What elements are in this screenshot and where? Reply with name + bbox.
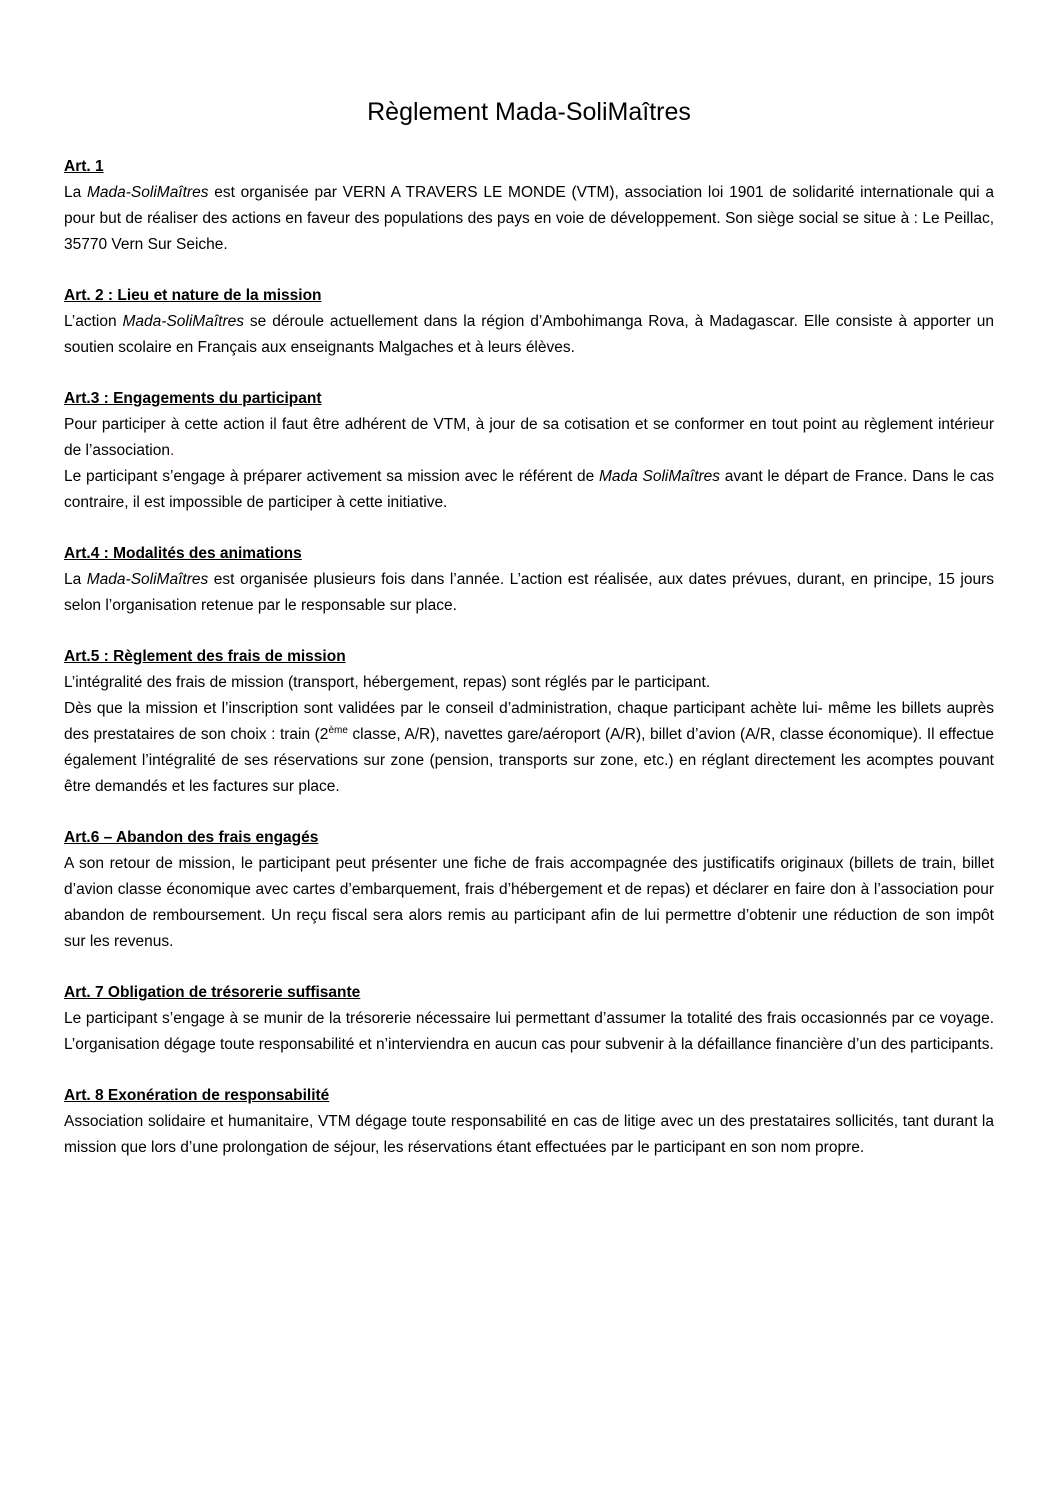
text-run: L’action xyxy=(64,313,123,330)
document-title: Règlement Mada-SoliMaîtres xyxy=(367,98,691,126)
text-run: est organisée plusieurs fois dans l’année. L’action est réalisée, aux dates prévues, durant, en principe, 15 jours selon l’organisation retenue par le responsable sur place. xyxy=(64,571,994,614)
article-1 xyxy=(64,154,994,258)
text-run: Dès que la mission et l’inscription sont validées par le conseil d’administration, chaque participant achète lui- même les billets auprès des prestataires de son choix : train (2 xyxy=(64,700,994,743)
text-run: Pour participer à cette action il faut être adhérent de VTM, à jour de sa cotisation et se conformer en tout point au règlement intérieur de l’association xyxy=(64,416,994,459)
text-run: avant le départ de France. Dans le cas contraire, il est impossible de participer à cette initiative. xyxy=(64,468,994,511)
emphasis-text: Mada-SoliMaîtres xyxy=(86,571,209,588)
article-paragraph xyxy=(64,567,994,619)
text-run: Le participant s’engage à préparer activement sa mission avec le référent de xyxy=(64,468,599,485)
article-paragraph: L’intégralité des frais de mission (transport, hébergement, repas) sont réglés par le participant. xyxy=(64,674,711,691)
text-run: classe, A/R), navettes gare/aéroport (A/R), billet d’avion (A/R, classe économique). Il effectue également l’intégralité de ses réservations sur zone (pension, transports sur zone, etc.) en réglant directement les acomptes pouvant être demandés et les factures sur place. xyxy=(64,726,994,795)
article-heading: Art. 1 xyxy=(64,158,104,175)
article-heading: Art.6 – Abandon des frais engagés xyxy=(64,829,319,846)
article-paragraph xyxy=(64,309,994,361)
article-heading: Art.5 : Règlement des frais de mission xyxy=(64,648,346,665)
article-paragraph: A son retour de mission, le participant peut présenter une fiche de frais accompagnée des justificatifs originaux (billets de train, billet d’avion classe économique avec cartes d’embarquement, frais d’hébergement et de repas) et déclarer en faire don à l’association pour abandon de remboursement. Un reçu fiscal sera alors remis au participant afin de lui permettre d’obtenir une réduction de son impôt sur les revenus. xyxy=(64,855,994,950)
article-paragraph xyxy=(64,412,994,464)
article-3 xyxy=(64,386,994,516)
article-paragraph: Le participant s’engage à se munir de la trésorerie nécessaire lui permettant d’assumer la totalité des frais occasionnés par ce voyage. L’organisation dégage toute responsabilité et n’interviendra en aucun cas pour subvenir à la défaillance financière d’un des participants. xyxy=(64,1010,994,1053)
article-4 xyxy=(64,541,994,619)
article-8 xyxy=(64,1083,994,1161)
text-run: La xyxy=(64,184,87,201)
article-heading: Art. 2 : Lieu et nature de la mission xyxy=(64,287,322,304)
article-heading: Art. 7 Obligation de trésorerie suffisante xyxy=(64,984,361,1001)
superscript: ème xyxy=(328,724,348,736)
article-heading: Art.3 : Engagements du participant xyxy=(64,390,322,407)
article-6 xyxy=(64,825,994,955)
emphasis-text: Mada-SoliMaîtres xyxy=(122,313,244,330)
red-period: . xyxy=(169,442,175,459)
article-heading: Art.4 : Modalités des animations xyxy=(64,545,302,562)
text-run: est organisée par VERN A TRAVERS LE MONDE (VTM), association loi 1901 de solidarité internationale qui a pour but de réaliser des actions en faveur des populations des pays en voie de développement. Son siège social se situe à : Le Peillac, 35770 Vern Sur Seiche. xyxy=(64,184,994,253)
article-heading: Art. 8 Exonération de responsabilité xyxy=(64,1087,330,1104)
emphasis-text: Mada-SoliMaîtres xyxy=(87,184,209,201)
emphasis-text: Mada SoliMaîtres xyxy=(599,468,721,485)
text-run: se déroule actuellement dans la région d’Ambohimanga Rova, à Madagascar. Elle consiste à apporter un soutien scolaire en Français aux enseignants Malgaches et à leurs élèves. xyxy=(64,313,994,356)
article-paragraph xyxy=(64,464,994,516)
article-paragraph: Association solidaire et humanitaire, VTM dégage toute responsabilité en cas de litige avec un des prestataires sollicités, tant durant la mission que lors d’une prolongation de séjour, les réservations étant effectuées par le participant en son nom propre. xyxy=(64,1113,994,1156)
article-2 xyxy=(64,283,994,361)
text-run: La xyxy=(64,571,87,588)
article-7 xyxy=(64,980,994,1058)
article-5 xyxy=(64,644,994,800)
article-paragraph xyxy=(64,180,994,258)
article-paragraph xyxy=(64,696,994,800)
